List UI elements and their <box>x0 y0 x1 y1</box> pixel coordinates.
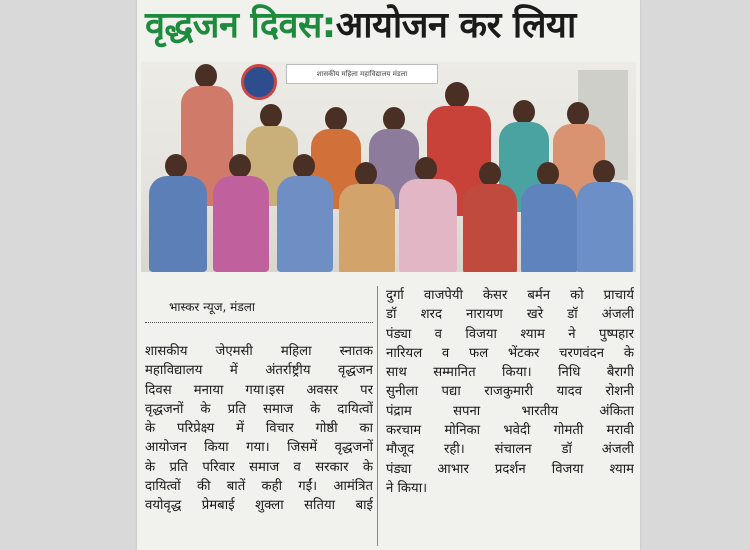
text-line: शासकीय जेएमसी महिला स्नातक <box>145 344 373 359</box>
text-line: महाविद्यालय में अंतर्राष्ट्रीय वृद्धजन <box>145 363 373 379</box>
headline-part2: आयोजन कर लिया <box>335 5 576 46</box>
byline-divider <box>145 322 373 323</box>
college-emblem <box>241 64 277 100</box>
group-photo <box>141 62 636 272</box>
column-divider <box>377 286 378 546</box>
headline-part1: वृद्धजन दिवस: <box>145 5 336 46</box>
text-line: के प्रति परिवार समाज व सरकार के <box>145 459 373 475</box>
text-line: मौजूद रही। संचालन डॉ अंजली <box>386 442 634 458</box>
text-line: पंद्राम सपना भारतीय अंकिता <box>386 403 634 419</box>
headline <box>145 2 635 50</box>
text-line: वृद्धजनों के प्रति समाज के दायित्वों <box>145 401 373 417</box>
byline: भास्कर न्यूज, मंडला <box>169 300 256 314</box>
text-line: के परिप्रेक्ष्य में विचार गोष्ठी का <box>145 421 373 437</box>
text-line: दायित्वों की बातें कही गईं। आमंत्रित <box>145 479 373 495</box>
text-line: साथ सम्मानित किया। निधि बैरागी <box>386 365 634 381</box>
article-right-column <box>386 286 634 498</box>
text-line: करचाम मोनिका भवेदी गोमती मरावी <box>386 423 634 439</box>
article-left-column <box>145 342 373 516</box>
text-line: सुनीला पद्या राजकुमारी यादव रोशनी <box>386 384 634 400</box>
photo-banner: शासकीय महिला महाविद्यालय मंडला <box>286 64 438 84</box>
text-line: डॉ शरद नारायण खरे डॉ अंजली <box>386 307 634 323</box>
text-line: नारियल व फल भेंटकर चरणवंदन के <box>386 345 634 361</box>
text-line: वयोवृद्ध प्रेमबाई शुक्ला सतिया बाई <box>145 498 373 514</box>
text-line: दुर्गा वाजपेयी केसर बर्मन को प्राचार्य <box>386 288 634 303</box>
newspaper-clipping <box>137 0 640 550</box>
text-line: दिवस मनाया गया।इस अवसर पर <box>145 382 373 398</box>
text-line: पंड्या व विजया श्याम ने पुष्पहार <box>386 326 634 342</box>
text-line: पंड्या आभार प्रदर्शन विजया श्याम <box>386 461 634 477</box>
text-line: ने किया। <box>386 480 428 496</box>
text-line: आयोजन किया गया। जिसमें वृद्धजनों <box>145 440 373 456</box>
